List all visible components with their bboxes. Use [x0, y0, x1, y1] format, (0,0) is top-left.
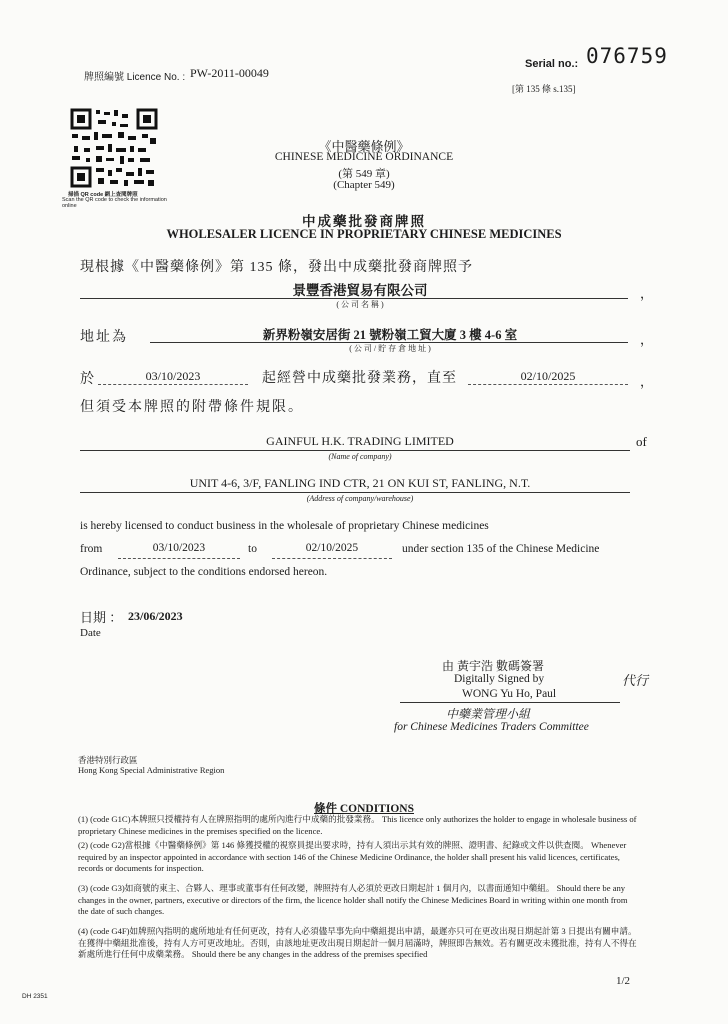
ordinance-text-en: Ordinance, subject to the conditions endorsed hereon. — [80, 566, 328, 578]
address-caption-cn: ( 公 司 / 貯 存 倉 地 址 ) — [349, 344, 431, 353]
serial-label: Serial no.: — [525, 58, 579, 70]
on-behalf-cn: 代行 — [622, 673, 649, 688]
qr-caption-en: Scan the QR code to check the information online — [62, 197, 167, 209]
company-name-en: GAINFUL H.K. TRADING LIMITED — [266, 434, 454, 448]
region-en: Hong Kong Special Administrative Region — [78, 765, 225, 775]
comma-2: ， — [640, 332, 654, 347]
licence-no-label: 牌照編號 Licence No. : — [84, 72, 186, 83]
committee-en: for Chinese Medicines Traders Committee — [394, 721, 589, 733]
chinese-intro: 現根據《中醫藥條例》第 135 條，發出中成藥批發商牌照予 — [80, 260, 473, 275]
section-text-en: under section 135 of the Chinese Medicine — [402, 543, 600, 555]
region-cn: 香港特別行政區 — [78, 755, 138, 765]
ordinance-title-cn: 《中醫藥條例》 — [318, 139, 410, 154]
signature-line — [400, 702, 620, 703]
form-code: DH 2351 — [22, 993, 48, 1000]
to-date-en: 02/10/2025 — [305, 542, 359, 554]
to-date-line-cn — [468, 384, 628, 385]
signer-name: WONG Yu Ho, Paul — [462, 688, 557, 700]
address-line-en — [80, 492, 630, 493]
date-value: 23/06/2023 — [128, 609, 183, 623]
to-date-line-en — [272, 558, 392, 559]
condition-item-3: (3) (code G3)如商號的東主、合夥人、理事或董事有任何改變，牌照持有人必須於更改日期起計 1 個月內，以書面通知中藥組。 Should there be any changes in the owner, partners, executive or directors of the firm, the licence holder shall notify the Chinese Medicines Board in writing within one month from the date of such changes. — [78, 883, 628, 916]
page-number: 1/2 — [616, 975, 631, 987]
condition-item-2: (2) (code G2)當根據《中醫藥條例》第 146 條獲授權的視察員提出要求時，持有人須出示其有效的牌照、證明書、紀錄或文件以供查閱。 Whenever required by an inspector appointed in accordance with section 146 of the Chinese Medicine Ordinance, the holder shall present his valid licences, certificates, records or documents for inspection. — [78, 840, 627, 873]
company-caption-cn: ( 公 司 名 稱 ) — [336, 300, 384, 309]
section-reference: [第 135 條 s.135] — [512, 84, 576, 94]
signed-by-cn: 由 黃宇浩 數碼簽署 — [442, 659, 545, 673]
company-name-cn: 景豐香港貿易有限公司 — [292, 283, 428, 298]
condition-item-1: (1) (code G1C)本牌照只授權持有人在牌照指明的處所內進行中成藥的批發業務。 This licence only authorizes the holder to engage in wholesale business of proprietary Chinese medicines in the premises specified on the licence. — [78, 814, 637, 836]
from-date-cn: 03/10/2023 — [145, 369, 201, 383]
licensed-text: is hereby licensed to conduct business in the wholesale of proprietary Chinese medicines — [80, 520, 489, 532]
chapter-en: (Chapter 549) — [333, 179, 395, 191]
serial-number: 076759 — [586, 44, 668, 68]
committee-cn: 中藥業管理小組 — [446, 707, 531, 721]
address-en: UNIT 4-6, 3/F, FANLING IND CTR, 21 ON KUI ST, FANLING, N.T. — [189, 476, 531, 490]
ordinance-title-en: CHINESE MEDICINE ORDINANCE — [274, 151, 454, 163]
business-text-cn: 起經營中成藥批發業務，直至 — [262, 371, 457, 386]
conditions-heading: 條件 CONDITIONS — [313, 803, 414, 815]
qr-code — [68, 106, 160, 190]
address-label-cn: 地址為 — [80, 330, 128, 345]
qr-caption-cn: 掃描 QR code 網上查閱牌照 — [68, 192, 138, 198]
signed-by-en: Digitally Signed by — [454, 673, 545, 685]
date-label-en: Date — [80, 627, 101, 639]
condition-text-cn: 但須受本牌照的附帶條件規限。 — [80, 400, 304, 415]
to-date-cn: 02/10/2025 — [520, 369, 576, 383]
comma-3: ， — [640, 374, 654, 389]
licence-title-cn: 中成藥批發商牌照 — [302, 214, 426, 229]
of-text: of — [636, 434, 647, 449]
chapter-cn: (第 549 章) — [338, 168, 390, 180]
from-date-en: 03/10/2023 — [152, 542, 206, 554]
company-line-en — [80, 450, 630, 451]
date-label-cn: 日期 ： — [80, 610, 123, 625]
address-caption-en: (Address of company/warehouse) — [306, 494, 414, 503]
company-caption-en: (Name of company) — [328, 452, 392, 461]
from-label-cn: 於 — [80, 372, 94, 387]
condition-item-4: (4) (code G4F)如牌照內指明的處所地址有任何更改，持有人必須儘早事先向中藥組提出申請，最遲亦只可在更改出現日期起計第 3 日提出有關申請。在獲得中藥組批准後，持有人方可更改地址。否則，由該地址更改出現日期起計一個月屆滿時，牌照即告無效。若有關更改未獲批准，持有人不得在新處所進行任何中成藥業務。 Should there be any changes in the address of the premises specified — [78, 926, 637, 959]
from-label-en: from — [80, 543, 103, 555]
comma-1: ， — [640, 286, 654, 301]
to-label-en: to — [248, 543, 257, 555]
from-date-line-cn — [98, 384, 248, 385]
from-date-line-en — [118, 558, 240, 559]
licence-no: PW-2011-00049 — [190, 66, 269, 80]
address-cn: 新界粉嶺安居街 21 號粉嶺工貿大廈 3 樓 4-6 室 — [262, 328, 518, 342]
licence-title-en: WHOLESALER LICENCE IN PROPRIETARY CHINESE MEDICINES — [166, 227, 562, 241]
